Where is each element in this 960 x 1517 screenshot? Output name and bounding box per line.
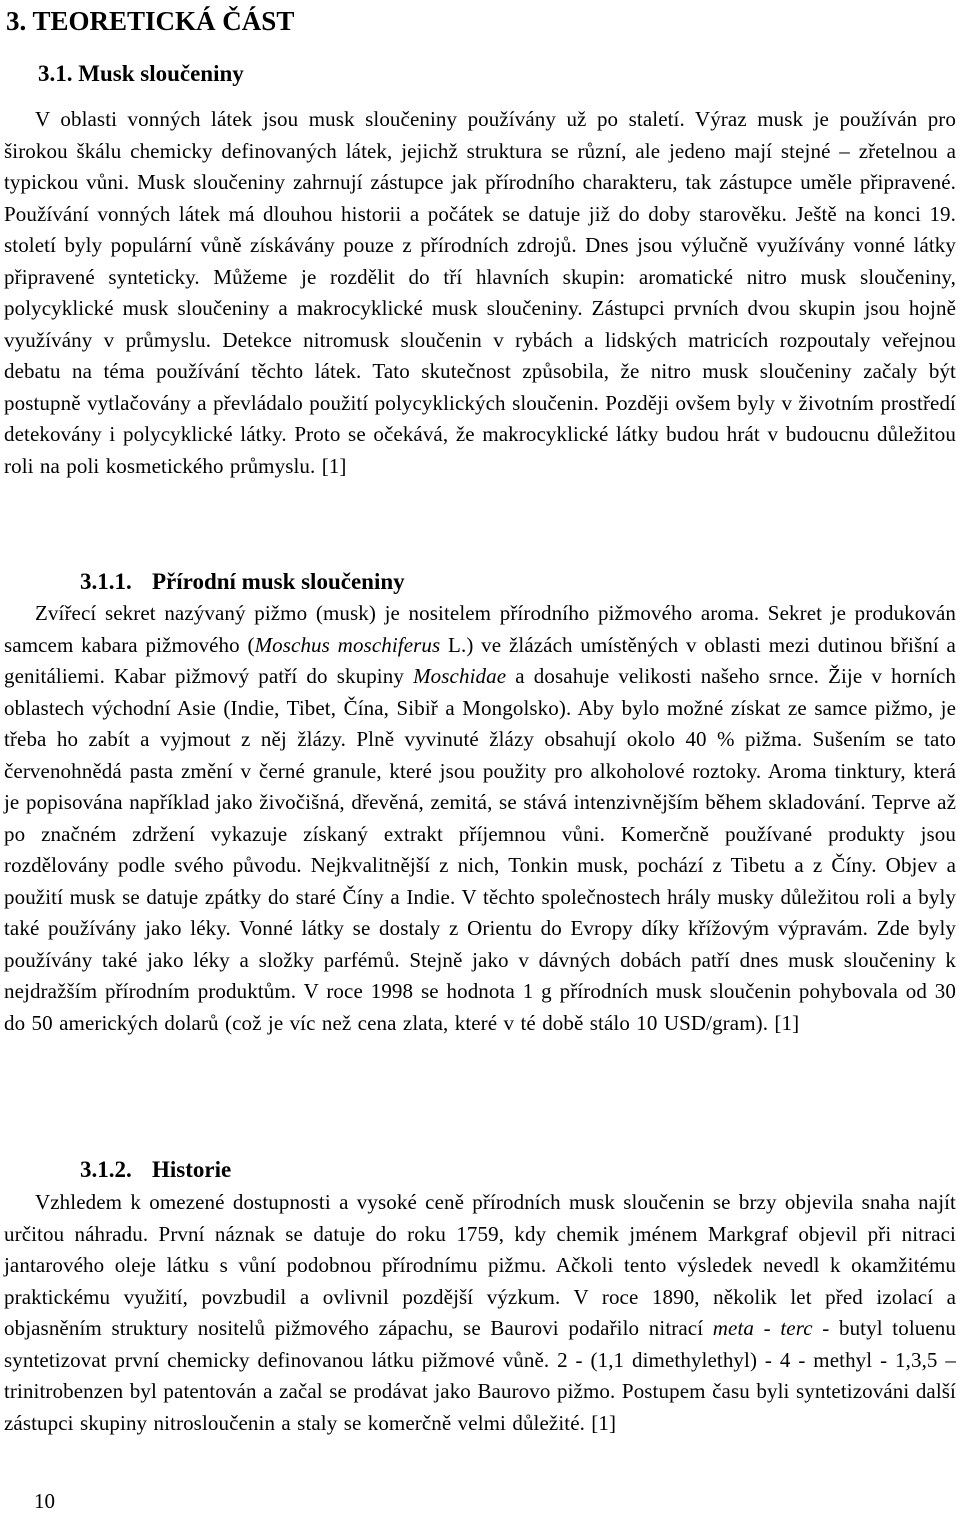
history-paragraph — [4, 1187, 956, 1439]
page-number: 10 — [34, 1489, 55, 1513]
subsection-heading-history — [80, 1154, 231, 1186]
subsection-number: 3.1.2. — [80, 1157, 132, 1182]
natural-musk-paragraph — [4, 598, 956, 1039]
paragraph-text: L.) ve žlázách umístěných v oblasti mezi dutinou břišní a genitáliemi. Kabar pižmový patří do skupiny — [4, 632, 956, 688]
intro-paragraph: V oblasti vonných látek jsou musk sloučeniny používány už po staletí. Výraz musk je používán pro širokou škálu chemicky definovaných látek, jejichž struktura se různí, ale jedeno mají stejné – zřetelnou a typickou vůni. Musk sloučeniny zahrnují zástupce jak přírodního charakteru, tak zástupce uměle připravené. Používání vonných látek má dlouhou historii a počátek se datuje již do doby starověku. Ještě na konci 19. století byly populární vůně získávány pouze z přírodních zdrojů. Dnes jsou výlučně využívány vonné látky připravené synteticky. Můžeme je rozdělit do tří hlavních skupin: aromatické nitro musk sloučeniny, polycyklické musk sloučeniny a makrocyklické musk sloučeniny. Zástupci prvních dvou skupin jsou hojně využívány v průmyslu. Detekce nitromusk sloučenin v rybách a lidských matricích rozpoutaly veřejnou debatu na téma používání těchto látek. Tato skutečnost způsobila, že nitro musk sloučeniny začaly být postupně vytlačovány a převládalo použití polycyklických sloučenin. Později ovšem byly v životním prostředí detekovány i polycyklické látky. Proto se očekává, že makrocyklické látky budou hrát v budoucnu důležitou roli na poli kosmetického průmyslu. [1] — [4, 107, 956, 478]
paragraph-text: Zvířecí sekret nazývaný pižmo (musk) je nositelem přírodního pižmového aroma. Sekret je produkován samcem kabara pižmového ( — [4, 601, 956, 657]
paragraph-text: a dosahuje velikosti našeho srnce. Žije v horních oblastech východní Asie (Indie, Tibet, Čína, Sibiř a Mongolsko). Aby bylo možné získat ze samce pižmo, je třeba ho zabít a vyjmout z něj žlázy. Plně vyvinuté žlázy obsahují okolo 40 % pižma. Sušením se tato červenohnědá pasta změní v černé granule, které jsou použity pro alkoholové roztoky. Aroma tinktury, která je popisována například jako živočišná, dřevěná, zemitá, se stává intenzivnějším během skladování. Teprve až po značném zdržení vykazuje získaný extrakt příjemnou vůni. Komerčně používané produkty jsou rozdělovány podle svého původu. Nejkvalitnější z nich, Tonkin musk, pochází z Tibetu a z Číny. Objev a použití musk se datuje zpátky do staré Číny a Indie. V těchto společnostech hrály musky důležitou roli a byly také používány jako léky. Vonné látky se dostaly z Orientu do Evropy díky křížovým výpravám. Zde byly používány také jako léky a složky parfémů. Stejně jako v dávných dobách patří dnes musk sloučeniny k nejdražším přírodním produktům. V roce 1998 se hodnota 1 g přírodních musk sloučenin pohybovala od 30 do 50 amerických dolarů (což je víc než cena zlata, které v té době stálo 10 USD/gram). [1] — [4, 664, 956, 1035]
chapter-heading: 3. TEORETICKÁ ČÁST — [6, 6, 295, 36]
paragraph-text: - butyl toluenu syntetizovat první chemicky definovanou látku pižmové vůně. 2 - (1,1 dimethylethyl) - 4 - methyl - 1,3,5 – trinitrobenzen byl patentován a začal se prodávat jako Baurovo pižmo. Postupem času byli syntetizováni další zástupci skupiny nitrosloučenin a staly se komerčně velmi důležité. [1] — [4, 1316, 956, 1435]
section-heading: 3.1. Musk sloučeniny — [38, 61, 244, 86]
paragraph-text: Vzhledem k omezené dostupnosti a vysoké ceně přírodních musk sloučenin se brzy objevila snaha najít určitou náhradu. První náznak se datuje do roku 1759, kdy chemik jménem Markgraf objevil při nitraci jantarového oleje látku s vůní podobnou přírodnímu pižmu. Ačkoli tento výsledek nevedl k okamžitému praktickému využití, povzbudil a ovlivnil pozdější výzkum. V roce 1890, několik let před izolací a objasněním struktury nositelů pižmového zápachu, se Baurovi podařilo nitrací — [4, 1190, 956, 1340]
species-name: Moschus moschiferus — [254, 632, 441, 657]
subsection-heading-natural-musk — [80, 566, 405, 598]
subsection-title: Historie — [152, 1157, 232, 1182]
subsection-title: Přírodní musk sloučeniny — [152, 569, 405, 594]
family-name: Moschidae — [413, 664, 507, 688]
meta-terc-term: meta - terc — [712, 1316, 813, 1340]
subsection-number: 3.1.1. — [80, 569, 132, 594]
